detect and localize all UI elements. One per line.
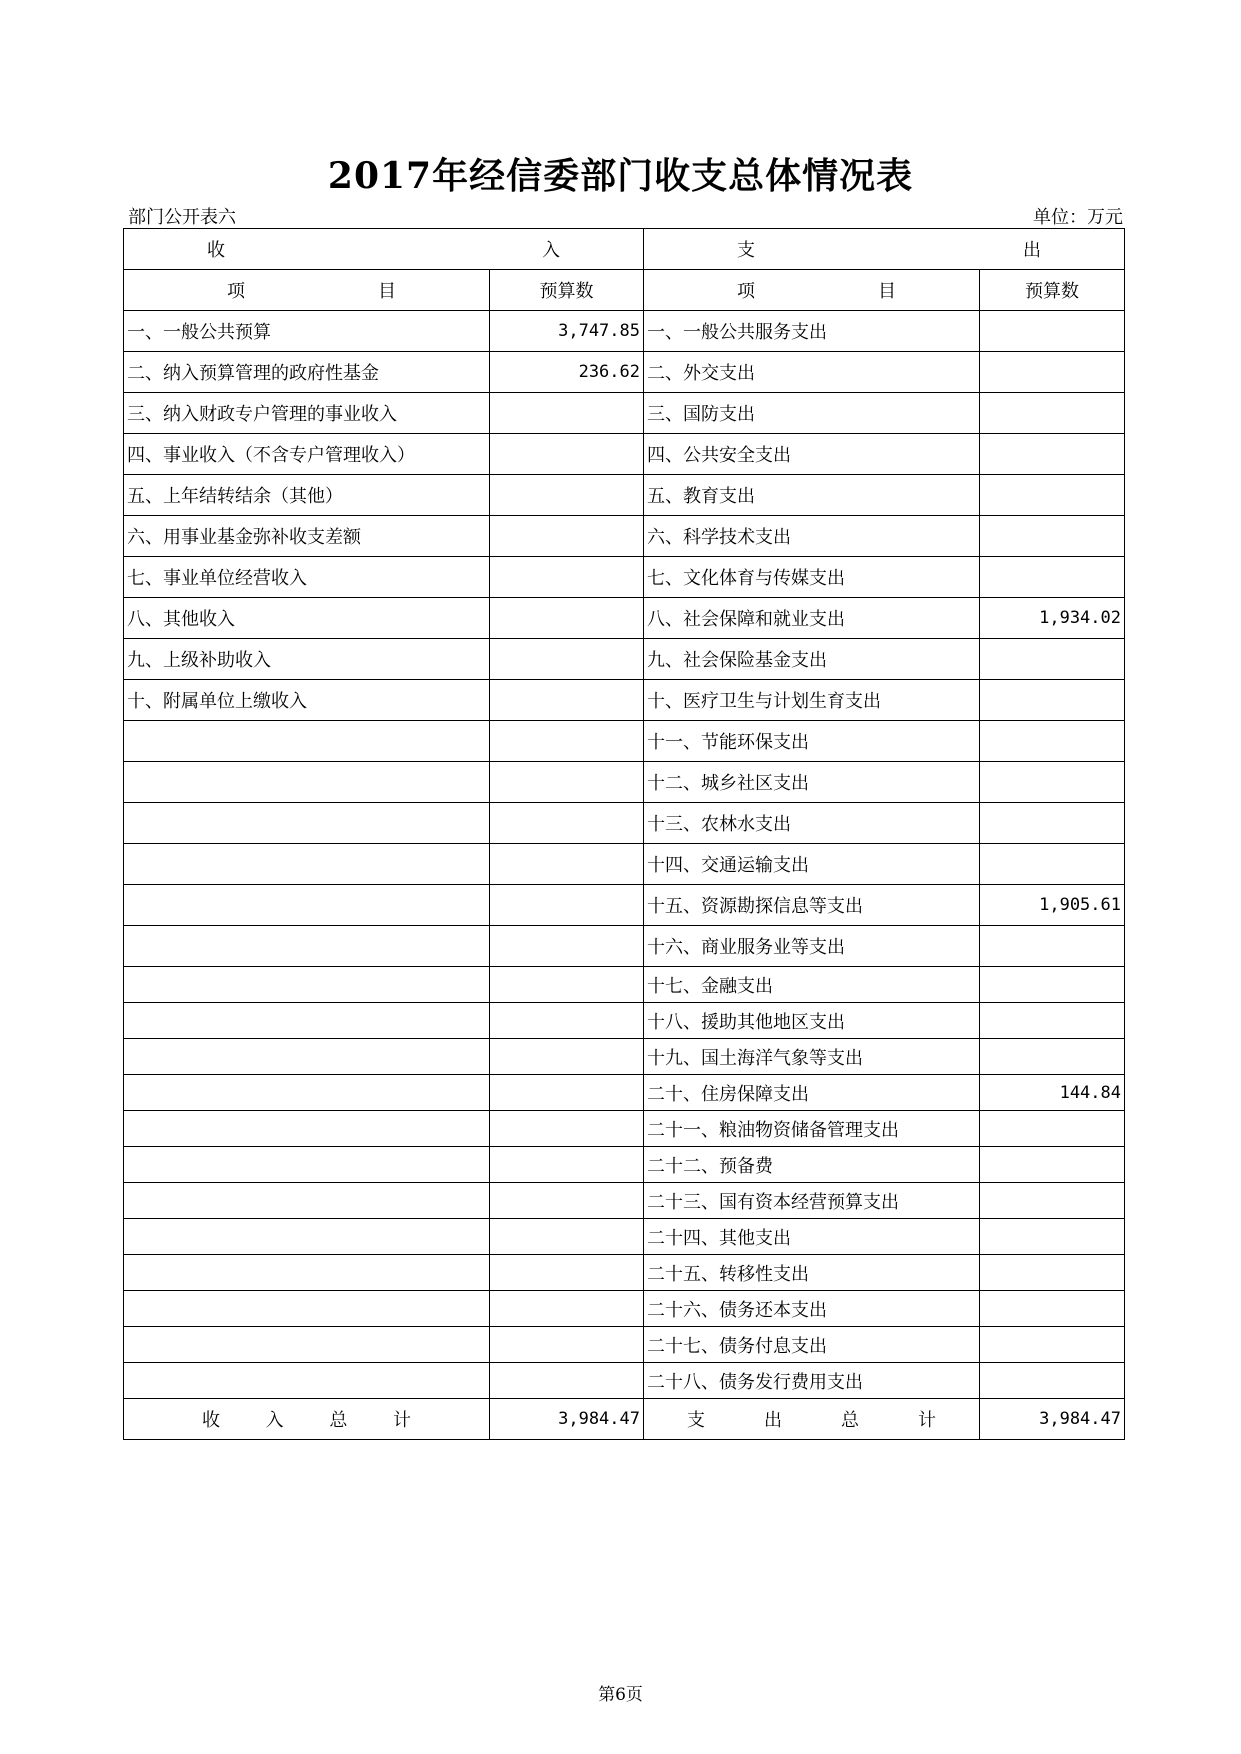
expense-item-cell: 五、教育支出: [644, 475, 980, 516]
income-total-label-char: 入: [265, 1410, 284, 1431]
income-amount-cell: [490, 721, 644, 762]
income-amount-cell: [490, 639, 644, 680]
income-amount-cell: [490, 680, 644, 721]
table-row: [124, 1183, 1125, 1219]
table-row: [124, 352, 1125, 393]
expense-budget-header: 预算数: [980, 270, 1125, 311]
table-row: [124, 926, 1125, 967]
table-row: [124, 1003, 1125, 1039]
table-row: [124, 598, 1125, 639]
expense-amount-cell: 144.84: [980, 1075, 1125, 1111]
expense-item-header: [644, 270, 980, 311]
expense-amount-cell: [980, 803, 1125, 844]
income-amount-cell: [490, 1039, 644, 1075]
income-header-char: 收: [207, 240, 225, 261]
income-item-cell: 三、纳入财政专户管理的事业收入: [124, 393, 490, 434]
income-item-cell: [124, 762, 490, 803]
expense-total-label: [644, 1399, 980, 1440]
income-amount-cell: [490, 1147, 644, 1183]
income-total-label-char: 总: [329, 1410, 348, 1431]
page-number: 第6页: [598, 1685, 643, 1705]
table-row: [124, 1291, 1125, 1327]
income-item-cell: 七、事业单位经营收入: [124, 557, 490, 598]
income-item-cell: [124, 803, 490, 844]
page-title: 2017年经信委部门收支总体情况表: [327, 155, 914, 197]
expense-amount-cell: [980, 1219, 1125, 1255]
income-header-char: 入: [542, 240, 560, 261]
income-item-cell: [124, 721, 490, 762]
expense-amount-cell: [980, 844, 1125, 885]
income-budget-header: 预算数: [490, 270, 644, 311]
income-amount-cell: [490, 1291, 644, 1327]
income-item-cell: [124, 844, 490, 885]
income-amount-cell: [490, 557, 644, 598]
expense-amount-cell: [980, 967, 1125, 1003]
income-amount-cell: 236.62: [490, 352, 644, 393]
section-header-row: [124, 229, 1125, 270]
expense-total-label-char: 出: [764, 1410, 782, 1431]
income-amount-cell: [490, 926, 644, 967]
expense-amount-cell: [980, 393, 1125, 434]
income-total-label-char: 计: [392, 1410, 411, 1431]
expense-item-cell: 七、文化体育与传媒支出: [644, 557, 980, 598]
income-item-cell: [124, 926, 490, 967]
income-item-header: [124, 270, 490, 311]
income-item-cell: 二、纳入预算管理的政府性基金: [124, 352, 490, 393]
income-amount-cell: [490, 844, 644, 885]
expense-item-cell: 六、科学技术支出: [644, 516, 980, 557]
income-amount-cell: [490, 885, 644, 926]
expense-item-cell: 二、外交支出: [644, 352, 980, 393]
income-item-cell: 八、其他收入: [124, 598, 490, 639]
budget-table: [123, 228, 1125, 1440]
table-row: [124, 1219, 1125, 1255]
expense-amount-cell: [980, 1039, 1125, 1075]
column-header-row: [124, 270, 1125, 311]
expense-item-cell: 二十三、国有资本经营预算支出: [644, 1183, 980, 1219]
expense-item-cell: 九、社会保险基金支出: [644, 639, 980, 680]
income-item-cell: [124, 1255, 490, 1291]
income-item-cell: [124, 967, 490, 1003]
table-row: [124, 1075, 1125, 1111]
expense-item-cell: 十二、城乡社区支出: [644, 762, 980, 803]
unit-label: 单位：万元: [1033, 207, 1123, 228]
expense-item-cell: 三、国防支出: [644, 393, 980, 434]
expense-header-char: 出: [1023, 240, 1041, 261]
income-amount-cell: [490, 803, 644, 844]
expense-item-cell: 一、一般公共服务支出: [644, 311, 980, 352]
income-item-cell: 一、一般公共预算: [124, 311, 490, 352]
income-item-cell: [124, 1147, 490, 1183]
expense-item-cell: 四、公共安全支出: [644, 434, 980, 475]
income-item-cell: 六、用事业基金弥补收支差额: [124, 516, 490, 557]
item-header-char: 目: [378, 281, 396, 302]
expense-amount-cell: [980, 680, 1125, 721]
expense-amount-cell: [980, 557, 1125, 598]
income-amount-cell: [490, 1111, 644, 1147]
expense-amount-cell: [980, 1003, 1125, 1039]
expense-item-cell: 二十六、债务还本支出: [644, 1291, 980, 1327]
income-item-cell: 十、附属单位上缴收入: [124, 680, 490, 721]
income-amount-cell: [490, 393, 644, 434]
table-id: 部门公开表六: [128, 207, 236, 228]
income-amount-cell: [490, 967, 644, 1003]
income-item-cell: [124, 1075, 490, 1111]
expense-item-cell: 二十八、债务发行费用支出: [644, 1363, 980, 1399]
income-total-label: [124, 1399, 490, 1440]
table-row: [124, 393, 1125, 434]
expense-amount-cell: [980, 1255, 1125, 1291]
table-row: [124, 762, 1125, 803]
table-row: [124, 1111, 1125, 1147]
expense-header-char: 支: [737, 240, 755, 261]
table-row: [124, 680, 1125, 721]
expense-item-cell: 十七、金融支出: [644, 967, 980, 1003]
expense-total-label-char: 支: [687, 1410, 705, 1431]
expense-item-cell: 二十二、预备费: [644, 1147, 980, 1183]
table-row: [124, 1039, 1125, 1075]
table-row: [124, 803, 1125, 844]
expense-amount-cell: [980, 311, 1125, 352]
expense-amount-cell: 1,905.61: [980, 885, 1125, 926]
table-row: [124, 844, 1125, 885]
income-amount-cell: [490, 516, 644, 557]
table-row: [124, 311, 1125, 352]
table-row: [124, 1363, 1125, 1399]
income-item-cell: [124, 1327, 490, 1363]
income-item-cell: [124, 1363, 490, 1399]
income-amount-cell: [490, 434, 644, 475]
expense-item-cell: 十五、资源勘探信息等支出: [644, 885, 980, 926]
expense-amount-cell: [980, 516, 1125, 557]
expense-item-cell: 二十一、粮油物资储备管理支出: [644, 1111, 980, 1147]
table-row: [124, 967, 1125, 1003]
table-row: [124, 475, 1125, 516]
table-body: [124, 229, 1125, 1440]
income-amount-cell: [490, 1183, 644, 1219]
income-amount-cell: [490, 1327, 644, 1363]
income-item-cell: [124, 1183, 490, 1219]
expense-amount-cell: [980, 1363, 1125, 1399]
table-row: [124, 639, 1125, 680]
income-amount-cell: [490, 1219, 644, 1255]
expense-item-cell: 十六、商业服务业等支出: [644, 926, 980, 967]
expense-amount-cell: [980, 1147, 1125, 1183]
expense-item-cell: 二十七、债务付息支出: [644, 1327, 980, 1363]
expense-item-cell: 十三、农林水支出: [644, 803, 980, 844]
income-amount-cell: [490, 475, 644, 516]
income-item-cell: 五、上年结转结余（其他）: [124, 475, 490, 516]
income-item-cell: [124, 1291, 490, 1327]
income-item-cell: [124, 1111, 490, 1147]
expense-item-cell: 二十、住房保障支出: [644, 1075, 980, 1111]
expense-total-label-char: 计: [918, 1410, 936, 1431]
expense-amount-cell: [980, 721, 1125, 762]
expense-item-cell: 十一、节能环保支出: [644, 721, 980, 762]
expense-amount-cell: [980, 639, 1125, 680]
table-row: [124, 434, 1125, 475]
table-row: [124, 1255, 1125, 1291]
income-amount-cell: [490, 762, 644, 803]
income-total-amount: 3,984.47: [490, 1399, 644, 1440]
table-row: [124, 721, 1125, 762]
expense-item-cell: 十九、国土海洋气象等支出: [644, 1039, 980, 1075]
income-item-cell: [124, 1003, 490, 1039]
item-header-char: 项: [227, 281, 245, 302]
income-total-label-char: 收: [202, 1410, 220, 1431]
expense-amount-cell: [980, 1291, 1125, 1327]
income-amount-cell: 3,747.85: [490, 311, 644, 352]
income-item-cell: [124, 1039, 490, 1075]
income-item-cell: [124, 885, 490, 926]
expense-amount-cell: [980, 1327, 1125, 1363]
totals-row: [124, 1399, 1125, 1440]
expense-total-label-char: 总: [841, 1410, 859, 1431]
expense-amount-cell: [980, 1183, 1125, 1219]
income-amount-cell: [490, 1003, 644, 1039]
expense-item-cell: 二十五、转移性支出: [644, 1255, 980, 1291]
expense-amount-cell: 1,934.02: [980, 598, 1125, 639]
expense-amount-cell: [980, 352, 1125, 393]
expense-amount-cell: [980, 762, 1125, 803]
expense-item-cell: 二十四、其他支出: [644, 1219, 980, 1255]
expense-total-amount: 3,984.47: [980, 1399, 1125, 1440]
table-row: [124, 557, 1125, 598]
income-item-cell: 四、事业收入（不含专户管理收入）: [124, 434, 490, 475]
expense-amount-cell: [980, 1111, 1125, 1147]
item-header-char: 目: [878, 281, 896, 302]
income-amount-cell: [490, 1075, 644, 1111]
expense-item-cell: 十八、援助其他地区支出: [644, 1003, 980, 1039]
income-amount-cell: [490, 598, 644, 639]
item-header-char: 项: [737, 281, 755, 302]
expense-header: [644, 229, 1125, 270]
expense-amount-cell: [980, 434, 1125, 475]
income-item-cell: 九、上级补助收入: [124, 639, 490, 680]
expense-amount-cell: [980, 475, 1125, 516]
table-row: [124, 1147, 1125, 1183]
table-row: [124, 885, 1125, 926]
income-amount-cell: [490, 1363, 644, 1399]
income-item-cell: [124, 1219, 490, 1255]
income-header: [124, 229, 644, 270]
expense-item-cell: 十四、交通运输支出: [644, 844, 980, 885]
table-row: [124, 516, 1125, 557]
expense-item-cell: 十、医疗卫生与计划生育支出: [644, 680, 980, 721]
income-amount-cell: [490, 1255, 644, 1291]
expense-amount-cell: [980, 926, 1125, 967]
table-row: [124, 1327, 1125, 1363]
expense-item-cell: 八、社会保障和就业支出: [644, 598, 980, 639]
